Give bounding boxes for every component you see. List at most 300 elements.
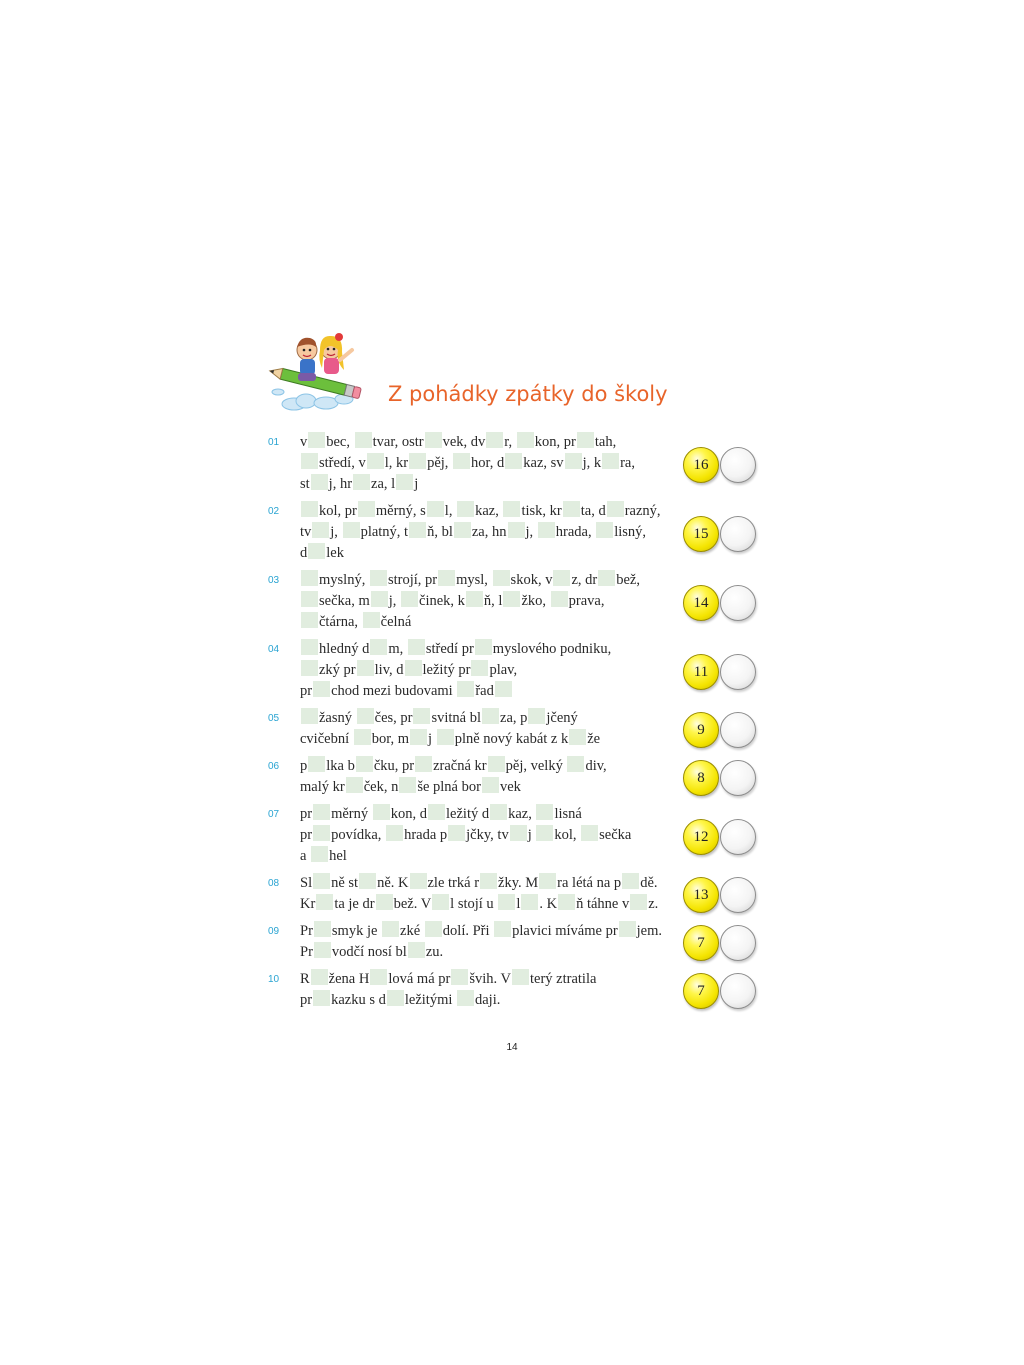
text-segment: j: [414, 476, 419, 492]
text-segment: malý kr: [300, 779, 345, 795]
exercise-text: [300, 873, 680, 915]
blank-field[interactable]: [313, 990, 330, 1006]
text-segment: bež. V: [393, 896, 432, 912]
blank-field[interactable]: [510, 825, 527, 841]
exercise-line: [300, 522, 680, 543]
text-segment: žena H: [328, 971, 370, 987]
blank-field[interactable]: [301, 660, 318, 676]
text-segment: j,: [330, 524, 342, 540]
score-input-circle[interactable]: [720, 973, 756, 1009]
blank-field[interactable]: [451, 969, 468, 985]
blank-field[interactable]: [343, 522, 360, 538]
exercise-number: 08: [268, 878, 280, 889]
blank-field[interactable]: [386, 825, 403, 841]
text-segment: mysl,: [456, 572, 492, 588]
blank-field[interactable]: [301, 570, 318, 586]
exercise-line: [300, 825, 680, 846]
blank-field[interactable]: [565, 453, 582, 469]
text-segment: svitná bl: [431, 710, 482, 726]
text-segment: l stojí u: [450, 896, 498, 912]
blank-field[interactable]: [486, 432, 503, 448]
text-segment: pr: [300, 992, 313, 1008]
text-segment: ra létá na p: [557, 875, 622, 891]
exercise-line: [300, 894, 680, 915]
blank-field[interactable]: [346, 777, 363, 793]
blank-field[interactable]: [427, 501, 444, 517]
max-score-badge: 15: [683, 516, 719, 552]
blank-field[interactable]: [358, 501, 375, 517]
text-segment: kaz, sv: [523, 455, 564, 471]
blank-field[interactable]: [313, 825, 330, 841]
text-segment: j,: [525, 524, 537, 540]
text-segment: j,: [388, 593, 401, 609]
text-segment: myslového podniku,: [492, 641, 612, 657]
exercise-text: [300, 804, 680, 867]
blank-field[interactable]: [471, 660, 488, 676]
exercise-text: [300, 921, 680, 963]
score-input-circle[interactable]: [720, 877, 756, 913]
blank-field[interactable]: [503, 501, 520, 517]
blank-field[interactable]: [536, 825, 553, 841]
text-segment: j: [428, 731, 436, 747]
text-segment: r,: [504, 434, 516, 450]
text-segment: p: [300, 758, 308, 774]
blank-field[interactable]: [490, 804, 507, 820]
blank-field[interactable]: [503, 591, 520, 607]
text-segment: a: [300, 848, 311, 864]
blank-field[interactable]: [553, 570, 570, 586]
blank-field[interactable]: [311, 969, 328, 985]
blank-field[interactable]: [425, 921, 442, 937]
text-segment: kon, pr: [534, 434, 576, 450]
text-segment: lek: [326, 545, 344, 561]
text-segment: středí, v: [319, 455, 366, 471]
exercise-line: [300, 612, 680, 633]
score-input-circle[interactable]: [720, 712, 756, 748]
text-segment: ně st: [331, 875, 359, 891]
blank-field[interactable]: [466, 591, 483, 607]
text-segment: Kr: [300, 896, 316, 912]
blank-field[interactable]: [373, 804, 390, 820]
text-segment: za, p: [500, 710, 528, 726]
text-segment: pr: [300, 806, 313, 822]
text-segment: div,: [585, 758, 607, 774]
exercise-line: [300, 639, 680, 660]
text-segment: jčený: [546, 710, 578, 726]
blank-field[interactable]: [630, 894, 647, 910]
text-segment: prava,: [568, 593, 605, 609]
blank-field[interactable]: [528, 708, 545, 724]
blank-field[interactable]: [316, 894, 333, 910]
blank-field[interactable]: [563, 501, 580, 517]
exercise-number: 03: [268, 575, 280, 586]
blank-field[interactable]: [619, 921, 636, 937]
exercise-line: [300, 681, 680, 702]
text-segment: Pr: [300, 944, 313, 960]
text-segment: tvar, ostr: [372, 434, 424, 450]
max-score-badge: 14: [683, 585, 719, 621]
text-segment: tv: [300, 524, 312, 540]
exercise-line: [300, 969, 680, 990]
exercise-number: 04: [268, 644, 280, 655]
exercise-line: [300, 543, 680, 564]
blank-field[interactable]: [370, 639, 387, 655]
score-group: [683, 712, 758, 750]
text-segment: bor, m: [371, 731, 410, 747]
blank-field[interactable]: [538, 522, 555, 538]
blank-field[interactable]: [359, 873, 376, 889]
text-segment: dě.: [640, 875, 658, 891]
blank-field[interactable]: [494, 921, 511, 937]
blank-field[interactable]: [410, 873, 427, 889]
blank-field[interactable]: [308, 756, 325, 772]
blank-field[interactable]: [313, 873, 330, 889]
blank-field[interactable]: [432, 894, 449, 910]
text-segment: řad: [475, 683, 494, 699]
blank-field[interactable]: [457, 681, 474, 697]
max-score-badge: 7: [683, 925, 719, 961]
text-segment: . K: [539, 896, 558, 912]
exercise-line: [300, 921, 680, 942]
exercise-number: 10: [268, 974, 280, 985]
text-segment: st: [300, 476, 310, 492]
blank-field[interactable]: [382, 921, 399, 937]
blank-field[interactable]: [488, 756, 505, 772]
exercise-line: [300, 432, 680, 453]
score-input-circle[interactable]: [720, 447, 756, 483]
blank-field[interactable]: [401, 591, 418, 607]
text-segment: žko,: [521, 593, 550, 609]
blank-field[interactable]: [312, 522, 329, 538]
text-segment: še plná bor: [417, 779, 481, 795]
blank-field[interactable]: [314, 942, 331, 958]
score-group: [683, 516, 758, 554]
text-segment: tah,: [594, 434, 617, 450]
blank-field[interactable]: [413, 708, 430, 724]
text-segment: d: [300, 545, 308, 561]
text-segment: ta je dr: [334, 896, 375, 912]
blank-field[interactable]: [453, 453, 470, 469]
text-segment: ra,: [620, 455, 635, 471]
score-input-circle[interactable]: [720, 654, 756, 690]
blank-field[interactable]: [551, 591, 568, 607]
text-segment: v: [300, 434, 308, 450]
blank-field[interactable]: [370, 969, 387, 985]
text-segment: kol,: [554, 827, 581, 843]
exercise-line: [300, 591, 680, 612]
score-group: [683, 819, 758, 857]
text-segment: hrada p: [404, 827, 448, 843]
blank-field[interactable]: [357, 660, 374, 676]
text-segment: l, kr: [384, 455, 409, 471]
blank-field[interactable]: [598, 570, 615, 586]
blank-field[interactable]: [408, 942, 425, 958]
blank-field[interactable]: [370, 570, 387, 586]
blank-field[interactable]: [301, 453, 318, 469]
exercise-line: [300, 942, 680, 963]
score-input-circle[interactable]: [720, 585, 756, 621]
exercise-line: [300, 729, 680, 750]
blank-field[interactable]: [493, 570, 510, 586]
text-segment: vek, dv: [442, 434, 486, 450]
blank-field[interactable]: [396, 474, 413, 490]
blank-field[interactable]: [521, 894, 538, 910]
text-segment: razný,: [624, 503, 661, 519]
blank-field[interactable]: [457, 501, 474, 517]
text-segment: zle trká r: [427, 875, 480, 891]
blank-field[interactable]: [355, 432, 372, 448]
score-group: [683, 925, 758, 963]
exercise-line: [300, 804, 680, 825]
exercise-line: [300, 501, 680, 522]
exercise-number: 07: [268, 809, 280, 820]
blank-field[interactable]: [622, 873, 639, 889]
blank-field[interactable]: [569, 729, 586, 745]
blank-field[interactable]: [498, 894, 515, 910]
blank-field[interactable]: [301, 708, 318, 724]
exercise-text: [300, 639, 680, 702]
blank-field[interactable]: [371, 591, 388, 607]
blank-field[interactable]: [301, 612, 318, 628]
text-segment: plav,: [489, 662, 518, 678]
text-segment: měrný: [331, 806, 372, 822]
text-segment: j: [527, 827, 536, 843]
blank-field[interactable]: [602, 453, 619, 469]
text-segment: čelná: [380, 614, 412, 630]
text-segment: Pr: [300, 923, 313, 939]
text-segment: lisný,: [614, 524, 647, 540]
text-segment: švih. V: [469, 971, 511, 987]
text-segment: ň, l: [483, 593, 503, 609]
blank-field[interactable]: [410, 729, 427, 745]
blank-field[interactable]: [428, 804, 445, 820]
score-group: [683, 973, 758, 1011]
text-segment: tisk, kr: [521, 503, 562, 519]
text-segment: pr: [300, 683, 313, 699]
text-segment: strojí, pr: [387, 572, 438, 588]
text-segment: platný, t: [360, 524, 409, 540]
blank-field[interactable]: [376, 894, 393, 910]
blank-field[interactable]: [596, 522, 613, 538]
text-segment: cvičební: [300, 731, 353, 747]
text-segment: daji.: [475, 992, 501, 1008]
text-segment: za, hn: [471, 524, 507, 540]
text-segment: pěj,: [427, 455, 453, 471]
text-segment: ček, n: [363, 779, 399, 795]
text-segment: sečka, m: [319, 593, 370, 609]
blank-field[interactable]: [311, 474, 328, 490]
text-segment: chod mezi budovami: [331, 683, 457, 699]
max-score-badge: 11: [683, 654, 719, 690]
exercise-line: [300, 777, 680, 798]
exercise-number: 06: [268, 761, 280, 772]
text-segment: ně. K: [377, 875, 409, 891]
score-input-circle[interactable]: [720, 516, 756, 552]
max-score-badge: 8: [683, 760, 719, 796]
text-segment: činek, k: [419, 593, 465, 609]
blank-field[interactable]: [512, 969, 529, 985]
text-segment: myslný,: [319, 572, 369, 588]
blank-field[interactable]: [313, 681, 330, 697]
blank-field[interactable]: [495, 681, 512, 697]
blank-field[interactable]: [457, 990, 474, 1006]
score-group: [683, 585, 758, 623]
exercise-text: [300, 570, 680, 633]
max-score-badge: 9: [683, 712, 719, 748]
text-segment: žky. M: [498, 875, 539, 891]
blank-field[interactable]: [314, 921, 331, 937]
blank-field[interactable]: [480, 873, 497, 889]
score-input-circle[interactable]: [720, 819, 756, 855]
text-segment: bež,: [616, 572, 640, 588]
exercise-text: [300, 756, 680, 798]
exercise-line: [300, 474, 680, 495]
text-segment: ň, bl: [427, 524, 453, 540]
exercise-text: [300, 708, 680, 750]
text-segment: skok, v: [510, 572, 553, 588]
text-segment: sečka: [599, 827, 632, 843]
text-segment: lka b: [326, 758, 355, 774]
blank-field[interactable]: [567, 756, 584, 772]
blank-field[interactable]: [415, 756, 432, 772]
text-segment: terý ztratila: [529, 971, 597, 987]
page-title: Z pohádky zpátky do školy: [388, 382, 668, 406]
text-segment: zký pr: [319, 662, 356, 678]
blank-field[interactable]: [408, 639, 425, 655]
text-segment: z.: [648, 896, 659, 912]
text-segment: žasný: [319, 710, 356, 726]
blank-field[interactable]: [454, 522, 471, 538]
text-segment: kon, d: [390, 806, 428, 822]
text-segment: jčky, tv: [466, 827, 509, 843]
blank-field[interactable]: [539, 873, 556, 889]
blank-field[interactable]: [301, 591, 318, 607]
blank-field[interactable]: [577, 432, 594, 448]
blank-field[interactable]: [354, 729, 371, 745]
blank-field[interactable]: [558, 894, 575, 910]
text-segment: m,: [388, 641, 407, 657]
text-segment: vodčí nosí bl: [331, 944, 407, 960]
text-segment: pr: [300, 827, 313, 843]
text-segment: čtárna,: [319, 614, 362, 630]
text-segment: Sl: [300, 875, 313, 891]
exercise-line: [300, 453, 680, 474]
text-segment: hrada,: [555, 524, 596, 540]
text-segment: plně nový kabát z k: [454, 731, 569, 747]
blank-field[interactable]: [475, 639, 492, 655]
text-segment: lisná: [554, 806, 582, 822]
blank-field[interactable]: [607, 501, 624, 517]
blank-field[interactable]: [308, 543, 325, 559]
text-segment: j, hr: [328, 476, 353, 492]
text-segment: kol, pr: [319, 503, 357, 519]
blank-field[interactable]: [301, 501, 318, 517]
exercise-line: [300, 873, 680, 894]
score-input-circle[interactable]: [720, 925, 756, 961]
text-segment: kaz,: [475, 503, 503, 519]
blank-field[interactable]: [301, 639, 318, 655]
exercise-number: 05: [268, 713, 280, 724]
text-segment: ta, d: [580, 503, 606, 519]
blank-field[interactable]: [581, 825, 598, 841]
score-input-circle[interactable]: [720, 760, 756, 796]
blank-field[interactable]: [367, 453, 384, 469]
blank-field[interactable]: [308, 432, 325, 448]
text-segment: z, dr: [571, 572, 598, 588]
text-segment: pěj, velký: [505, 758, 567, 774]
text-segment: ležitými: [404, 992, 456, 1008]
text-segment: j, k: [582, 455, 602, 471]
blank-field[interactable]: [425, 432, 442, 448]
blank-field[interactable]: [353, 474, 370, 490]
score-group: [683, 760, 758, 798]
exercise-line: [300, 660, 680, 681]
children-on-pencil-illustration: [266, 328, 366, 416]
blank-field[interactable]: [356, 756, 373, 772]
score-group: [683, 877, 758, 915]
text-segment: ležitý pr: [422, 662, 471, 678]
text-segment: povídka,: [331, 827, 386, 843]
blank-field[interactable]: [311, 846, 328, 862]
text-segment: liv, d: [374, 662, 404, 678]
blank-field[interactable]: [517, 432, 534, 448]
exercise-line: [300, 846, 680, 867]
text-segment: za, l: [371, 476, 396, 492]
blank-field[interactable]: [313, 804, 330, 820]
text-segment: dolí. Při: [442, 923, 494, 939]
blank-field[interactable]: [448, 825, 465, 841]
max-score-badge: 13: [683, 877, 719, 913]
blank-field[interactable]: [482, 708, 499, 724]
text-segment: čes, pr: [374, 710, 413, 726]
blank-field[interactable]: [438, 570, 455, 586]
blank-field[interactable]: [409, 522, 426, 538]
text-segment: zračná kr: [433, 758, 487, 774]
exercise-line: [300, 990, 680, 1011]
exercise-number: 02: [268, 506, 280, 517]
blank-field[interactable]: [505, 453, 522, 469]
text-segment: ň táhne v: [576, 896, 630, 912]
exercise-text: [300, 432, 680, 495]
exercise-line: [300, 570, 680, 591]
exercise-line: [300, 756, 680, 777]
exercise-text: [300, 501, 680, 564]
max-score-badge: 7: [683, 973, 719, 1009]
exercise-line: [300, 708, 680, 729]
text-segment: R: [300, 971, 310, 987]
text-segment: hel: [329, 848, 347, 864]
page-number: 14: [506, 1042, 518, 1053]
text-segment: smyk je: [331, 923, 382, 939]
exercise-text: [300, 969, 680, 1011]
blank-field[interactable]: [405, 660, 422, 676]
text-segment: hor, d: [471, 455, 505, 471]
text-segment: l: [516, 896, 521, 912]
blank-field[interactable]: [357, 708, 374, 724]
text-segment: vek: [499, 779, 521, 795]
blank-field[interactable]: [508, 522, 525, 538]
score-group: [683, 654, 758, 692]
blank-field[interactable]: [399, 777, 416, 793]
blank-field[interactable]: [437, 729, 454, 745]
blank-field[interactable]: [536, 804, 553, 820]
blank-field[interactable]: [363, 612, 380, 628]
blank-field[interactable]: [387, 990, 404, 1006]
text-segment: lová má pr: [388, 971, 451, 987]
blank-field[interactable]: [409, 453, 426, 469]
text-segment: že: [587, 731, 601, 747]
blank-field[interactable]: [482, 777, 499, 793]
